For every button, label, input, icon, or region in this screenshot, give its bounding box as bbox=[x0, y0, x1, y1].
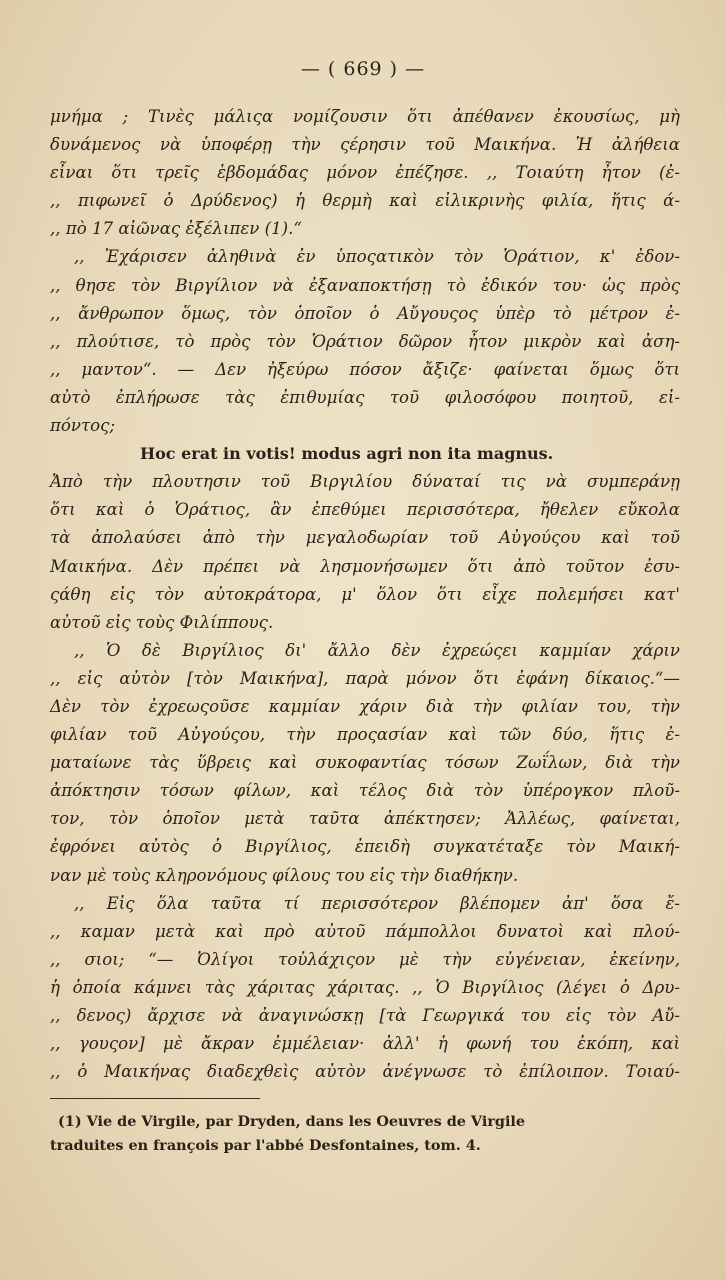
text-line: αὐτὸ ἐπλήρωσε τὰς ἐπιθυμίας τοῦ φιλοσόφου ποιητοῦ, εἰ- bbox=[50, 387, 680, 407]
text-line: Μαικήνα. Δὲν πρέπει νὰ λησμονήσωμεν ὅτι ἀπὸ τοῦτον ἐσυ- bbox=[50, 556, 680, 576]
text-line: ,, εἰς αὐτὸν [τὸν Μαικήνα], παρὰ μόνον ὅτι ἐφάνη δίκαιος.“— bbox=[50, 668, 680, 688]
text-line: αὐτοῦ εἰς τοὺς Φιλίππους. bbox=[50, 612, 274, 632]
text-line: πόντος; bbox=[50, 416, 116, 436]
text-line: ,, Ἐχάρισεν ἀληθινὰ ἐν ὑποςατικὸν τὸν Ὁράτιον, κ' ἐδον- bbox=[74, 247, 680, 267]
text-line: ,, πιφωνεῖ ὁ Δρύδενος) ἡ θερμὴ καὶ εἰλικρινὴς φιλία, ἥτις ά- bbox=[50, 191, 680, 211]
text-line: ,, Ὁ δὲ Βιργίλιος δι' ἄλλο δὲν ἐχρεώςει καμμίαν χάριν bbox=[74, 640, 680, 660]
text-line: ,, δενος) ἄρχισε νὰ ἀναγινώσκῃ [τὰ Γεωργικά του εἰς τὸν Αὔ- bbox=[50, 1006, 680, 1025]
text-line: ἡ ὁποία κάμνει τὰς χάριτας χάριτας. ,, Ὁ Βιργίλιος (λέγει ὁ Δρυ- bbox=[50, 977, 680, 997]
text-line: ,, καμαν μετὰ καὶ πρὸ αὐτοῦ πάμπολλοι δυνατοὶ καὶ πλού- bbox=[50, 921, 680, 941]
text-line: ,, ὁ Μαικήνας διαδεχθεὶς αὐτὸν ἀνέγνωσε τὸ ἐπίλοιπον. Τοιαύ- bbox=[50, 1062, 680, 1082]
text-line: Δὲν τὸν ἐχρεωςοῦσε καμμίαν χάριν διὰ τὴν φιλίαν του, τὴν bbox=[50, 696, 680, 716]
text-line: ματαίωνε τὰς ὕβρεις καὶ συκοφαντίας τόσων Ζωΐλων, διὰ τὴν bbox=[50, 753, 680, 773]
text-line: ναν μὲ τοὺς κληρονόμους φίλους του εἰς τὴν διαθήκην. bbox=[50, 865, 519, 885]
main-text-block bbox=[50, 103, 680, 1086]
text-line: τον, τὸν ὁποῖον μετὰ ταῦτα ἀπέκτησεν; Ἀλλέως, φαίνεται, bbox=[50, 809, 680, 829]
text-line: ,, γουςον] μὲ ἄκραν ἐμμέλειαν· ἀλλ' ἡ φωνή του ἐκόπη, καὶ bbox=[50, 1034, 680, 1054]
text-line: εἶναι ὅτι τρεῖς ἑβδομάδας μόνον ἐπέζησε. ,, Τοιαύτη ἦτον (ἐ- bbox=[50, 163, 680, 183]
text-line: Ἀπὸ τὴν πλουτησιν τοῦ Βιργιλίου δύναταί τις νὰ συμπεράνῃ bbox=[50, 472, 680, 492]
text-line: ,, πὸ 17 αἰῶνας ἐξέλιπεν (1).“ bbox=[50, 219, 302, 239]
page-number-header: — ( 669 ) — bbox=[300, 58, 426, 80]
text-line: ςάθη εἰς τὸν αὐτοκράτορα, μ' ὅλον ὅτι εἶχε πολεμήσει κατ' bbox=[50, 584, 680, 604]
text-line: δυνάμενος νὰ ὑποφέρῃ τὴν ςέρησιν τοῦ Μαικήνα. Ἡ ἀλήθεια bbox=[50, 135, 680, 155]
latin-quotation: Hoc erat in votis! modus agri non ita magnus. bbox=[140, 444, 554, 464]
text-line: ,, θησε τὸν Βιργίλιον νὰ ἐξαναποκτήσῃ τὸ ἐδικόν του· ὡς πρὸς bbox=[50, 275, 680, 295]
footnote-line: traduites en françois par l'abbé Desfontaines, tom. 4. bbox=[50, 1137, 481, 1154]
footnote-divider bbox=[50, 1098, 260, 1099]
text-line: ,, Εἰς ὅλα ταῦτα τί περισσότερον βλέπομεν ἀπ' ὅσα ἔ- bbox=[74, 893, 680, 913]
footnote-line: (1) Vie de Virgile, par Dryden, dans les Oeuvres de Virgile bbox=[58, 1113, 526, 1130]
text-line: ἐφρόνει αὐτὸς ὁ Βιργίλιος, ἐπειδὴ συγκατέταξε τὸν Μαική- bbox=[50, 837, 680, 857]
text-line: ,, μαντον“. — Δεν ἠξεύρω πόσον ἄξιζε· φαίνεται ὅμως ὅτι bbox=[50, 359, 680, 379]
text-line: μνήμα ; Τινὲς μάλιςα νομίζουσιν ὅτι ἀπέθανεν ἑκουσίως, μὴ bbox=[50, 107, 680, 126]
text-line: ὅτι καὶ ὁ Ὁράτιος, ἂν ἐπεθύμει περισσότερα, ἤθελεν εὔκολα bbox=[50, 500, 680, 520]
text-line: ,, σιοι; “— Ὀλίγοι τοὐλάχιςον μὲ τὴν εὐγένειαν, ἐκείνην, bbox=[50, 949, 680, 969]
text-line: φιλίαν τοῦ Αὐγούςου, τὴν προςασίαν καὶ τῶν δύο, ἥτις ἐ- bbox=[50, 725, 680, 745]
text-line: ,, πλούτισε, τὸ πρὸς τὸν Ὁράτιον δῶρον ἦτον μικρὸν καὶ ἀση- bbox=[50, 331, 680, 351]
text-line: ἀπόκτησιν τόσων φίλων, καὶ τέλος διὰ τὸν ὑπέρογκον πλοῦ- bbox=[50, 781, 680, 801]
text-line: τὰ ἀπολαύσει ἀπὸ τὴν μεγαλοδωρίαν τοῦ Αὐγούςου καὶ τοῦ bbox=[50, 528, 680, 548]
footnote bbox=[50, 1110, 680, 1158]
text-line: ,, ἄνθρωπον ὅμως, τὸν ὁποῖον ὁ Αὔγουςος ὑπὲρ τὸ μέτρον ἐ- bbox=[50, 303, 680, 323]
